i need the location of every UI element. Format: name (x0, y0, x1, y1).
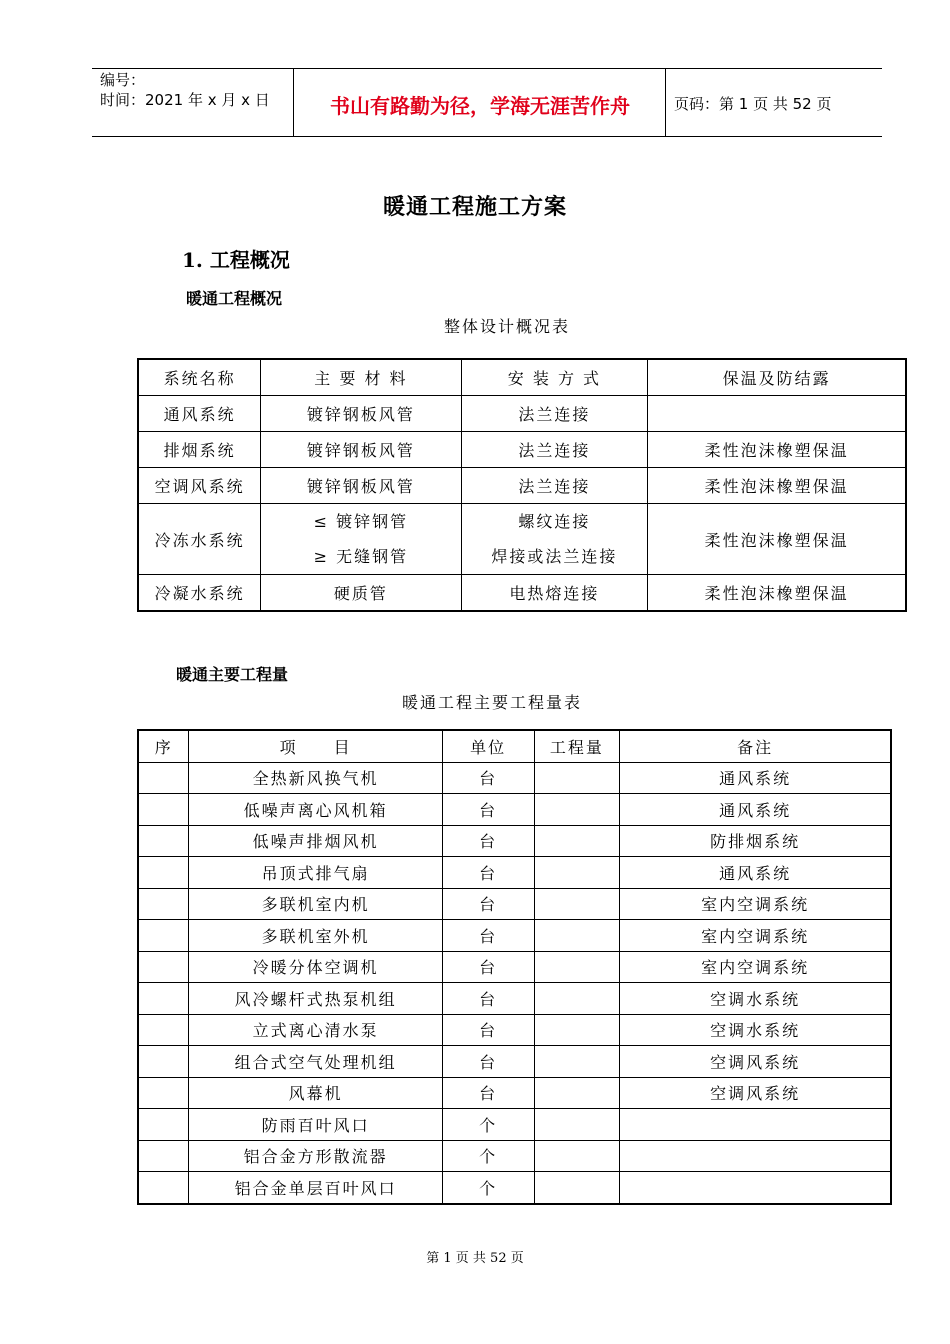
subheading-main-quantities: 暖通主要工程量 (176, 665, 289, 684)
table-cell (534, 1046, 620, 1078)
table-cell (534, 888, 620, 920)
table-cell: 空调水系统 (620, 983, 891, 1015)
table-cell-methods (461, 504, 648, 575)
table-cell: 柔性泡沫橡塑保温 (648, 575, 906, 612)
table-cell (620, 1172, 891, 1204)
table-cell: 通风系统 (620, 794, 891, 826)
header-motto: 书山有路勤为径，学海无涯苦作舟 (330, 94, 630, 118)
table-cell: 风冷螺杆式热泵机组 (189, 983, 442, 1015)
table-cell (620, 1140, 891, 1172)
table-cell: 冷冻水系统 (138, 504, 261, 575)
table-cell: 台 (442, 825, 534, 857)
table-cell (534, 1140, 620, 1172)
table-cell (534, 920, 620, 952)
table-cell: 空调风系统 (620, 1046, 891, 1078)
column-header: 序 (138, 730, 189, 762)
table-cell: 多联机室内机 (189, 888, 442, 920)
table-cell: 组合式空气处理机组 (189, 1046, 442, 1078)
table-cell: 铝合金方形散流器 (189, 1140, 442, 1172)
table-cell (138, 1109, 189, 1141)
table-header-row (138, 359, 906, 396)
doc-time-label: 时间：2021 年 x 月 x 日 (100, 91, 270, 109)
table-cell: 铝合金单层百叶风口 (189, 1172, 442, 1204)
table-cell: 低噪声排烟风机 (189, 825, 442, 857)
material-line: ≥ 无缝钢管 (313, 547, 409, 566)
table-cell: 通风系统 (620, 857, 891, 889)
table-cell: 个 (442, 1172, 534, 1204)
table-cell: 室内空调系统 (620, 920, 891, 952)
table-cell: 个 (442, 1109, 534, 1141)
table-cell: 空调风系统 (138, 468, 261, 504)
table-cell (620, 1109, 891, 1141)
table-cell: 柔性泡沫橡塑保温 (648, 432, 906, 468)
table-cell: 柔性泡沫橡塑保温 (648, 468, 906, 504)
table-row (138, 920, 891, 952)
table-cell (534, 857, 620, 889)
table-cell: 台 (442, 762, 534, 794)
table-row (138, 575, 906, 612)
table-row (138, 396, 906, 432)
table-row (138, 1046, 891, 1078)
table-cell (138, 1140, 189, 1172)
table-cell: 镀锌钢板风管 (261, 432, 461, 468)
table-header-row (138, 730, 891, 762)
table-row (138, 794, 891, 826)
design-overview-table (137, 358, 907, 612)
header-page-info: 页码：第 1 页 共 52 页 (674, 95, 832, 113)
table-cell (138, 762, 189, 794)
column-header: 主 要 材 料 (261, 359, 461, 396)
table-cell: 台 (442, 888, 534, 920)
table-row (138, 468, 906, 504)
table-row (138, 888, 891, 920)
table-cell (138, 825, 189, 857)
table-row (138, 1109, 891, 1141)
table-cell: 风幕机 (189, 1077, 442, 1109)
table-cell: 低噪声离心风机箱 (189, 794, 442, 826)
table-cell (534, 1172, 620, 1204)
table1-caption: 整体设计概况表 (444, 317, 571, 336)
table-cell: 台 (442, 920, 534, 952)
table-cell: 吊顶式排气扇 (189, 857, 442, 889)
column-header: 单位 (442, 730, 534, 762)
table-cell: 法兰连接 (461, 468, 648, 504)
method-line: 螺纹连接 (518, 512, 591, 531)
table-cell (138, 983, 189, 1015)
table-cell: 冷暖分体空调机 (189, 951, 442, 983)
table-cell-materials (261, 504, 461, 575)
table-cell: 台 (442, 794, 534, 826)
table2-caption: 暖通工程主要工程量表 (402, 693, 583, 712)
table-cell: 室内空调系统 (620, 888, 891, 920)
table-cell: 镀锌钢板风管 (261, 396, 461, 432)
table-cell (648, 396, 906, 432)
table-cell: 镀锌钢板风管 (261, 468, 461, 504)
doc-code-label: 编号： (100, 71, 146, 89)
table-cell: 排烟系统 (138, 432, 261, 468)
table-cell (534, 762, 620, 794)
subheading-hvac-overview: 暖通工程概况 (186, 289, 283, 308)
section-heading-overview: 1. 工程概况 (182, 248, 290, 272)
column-header: 系统名称 (138, 359, 261, 396)
table-row (138, 1172, 891, 1204)
table-cell (534, 951, 620, 983)
table-cell: 柔性泡沫橡塑保温 (648, 504, 906, 575)
table-cell (534, 825, 620, 857)
header-top-rule (92, 68, 882, 69)
document-title: 暖通工程施工方案 (382, 194, 567, 220)
table-row (138, 762, 891, 794)
table-row (138, 857, 891, 889)
column-header: 工程量 (534, 730, 620, 762)
table-cell: 冷凝水系统 (138, 575, 261, 612)
table-cell: 台 (442, 951, 534, 983)
table-cell (138, 1014, 189, 1046)
material-line: ≤ 镀锌钢管 (313, 512, 409, 531)
table-row (138, 983, 891, 1015)
header-meta (100, 70, 270, 110)
table-cell: 防雨百叶风口 (189, 1109, 442, 1141)
table-cell (138, 794, 189, 826)
table-row (138, 1014, 891, 1046)
table-cell (138, 1077, 189, 1109)
table-cell: 空调水系统 (620, 1014, 891, 1046)
column-header: 备注 (620, 730, 891, 762)
table-row-chilled-water (138, 504, 906, 575)
table-cell: 台 (442, 1077, 534, 1109)
table-cell (138, 857, 189, 889)
table-cell (138, 1172, 189, 1204)
table-cell: 个 (442, 1140, 534, 1172)
column-header: 项 目 (189, 730, 442, 762)
table-cell: 法兰连接 (461, 396, 648, 432)
table-row (138, 1077, 891, 1109)
table-cell (534, 983, 620, 1015)
table-cell: 台 (442, 983, 534, 1015)
table-cell (138, 951, 189, 983)
table-cell: 硬质管 (261, 575, 461, 612)
table-cell (534, 794, 620, 826)
table-row (138, 825, 891, 857)
table-row (138, 1140, 891, 1172)
table-cell: 台 (442, 857, 534, 889)
table-row (138, 951, 891, 983)
table-cell (534, 1109, 620, 1141)
table-cell: 法兰连接 (461, 432, 648, 468)
column-header: 保温及防结露 (648, 359, 906, 396)
column-header: 安 装 方 式 (461, 359, 648, 396)
table-cell: 立式离心清水泵 (189, 1014, 442, 1046)
table-cell (534, 1077, 620, 1109)
quantities-table (137, 729, 892, 1205)
table-cell: 通风系统 (138, 396, 261, 432)
table-row (138, 432, 906, 468)
method-line: 焊接或法兰连接 (491, 547, 618, 566)
table-cell: 电热熔连接 (461, 575, 648, 612)
table-cell: 室内空调系统 (620, 951, 891, 983)
header-bottom-rule (92, 136, 882, 137)
table-cell: 台 (442, 1014, 534, 1046)
table-cell: 空调风系统 (620, 1077, 891, 1109)
page-footer: 第 1 页 共 52 页 (426, 1251, 524, 1266)
table-cell: 防排烟系统 (620, 825, 891, 857)
table-cell: 全热新风换气机 (189, 762, 442, 794)
table-cell (534, 1014, 620, 1046)
table-cell (138, 1046, 189, 1078)
table-cell: 多联机室外机 (189, 920, 442, 952)
table-cell: 台 (442, 1046, 534, 1078)
table-cell: 通风系统 (620, 762, 891, 794)
table-cell (138, 888, 189, 920)
table-cell (138, 920, 189, 952)
